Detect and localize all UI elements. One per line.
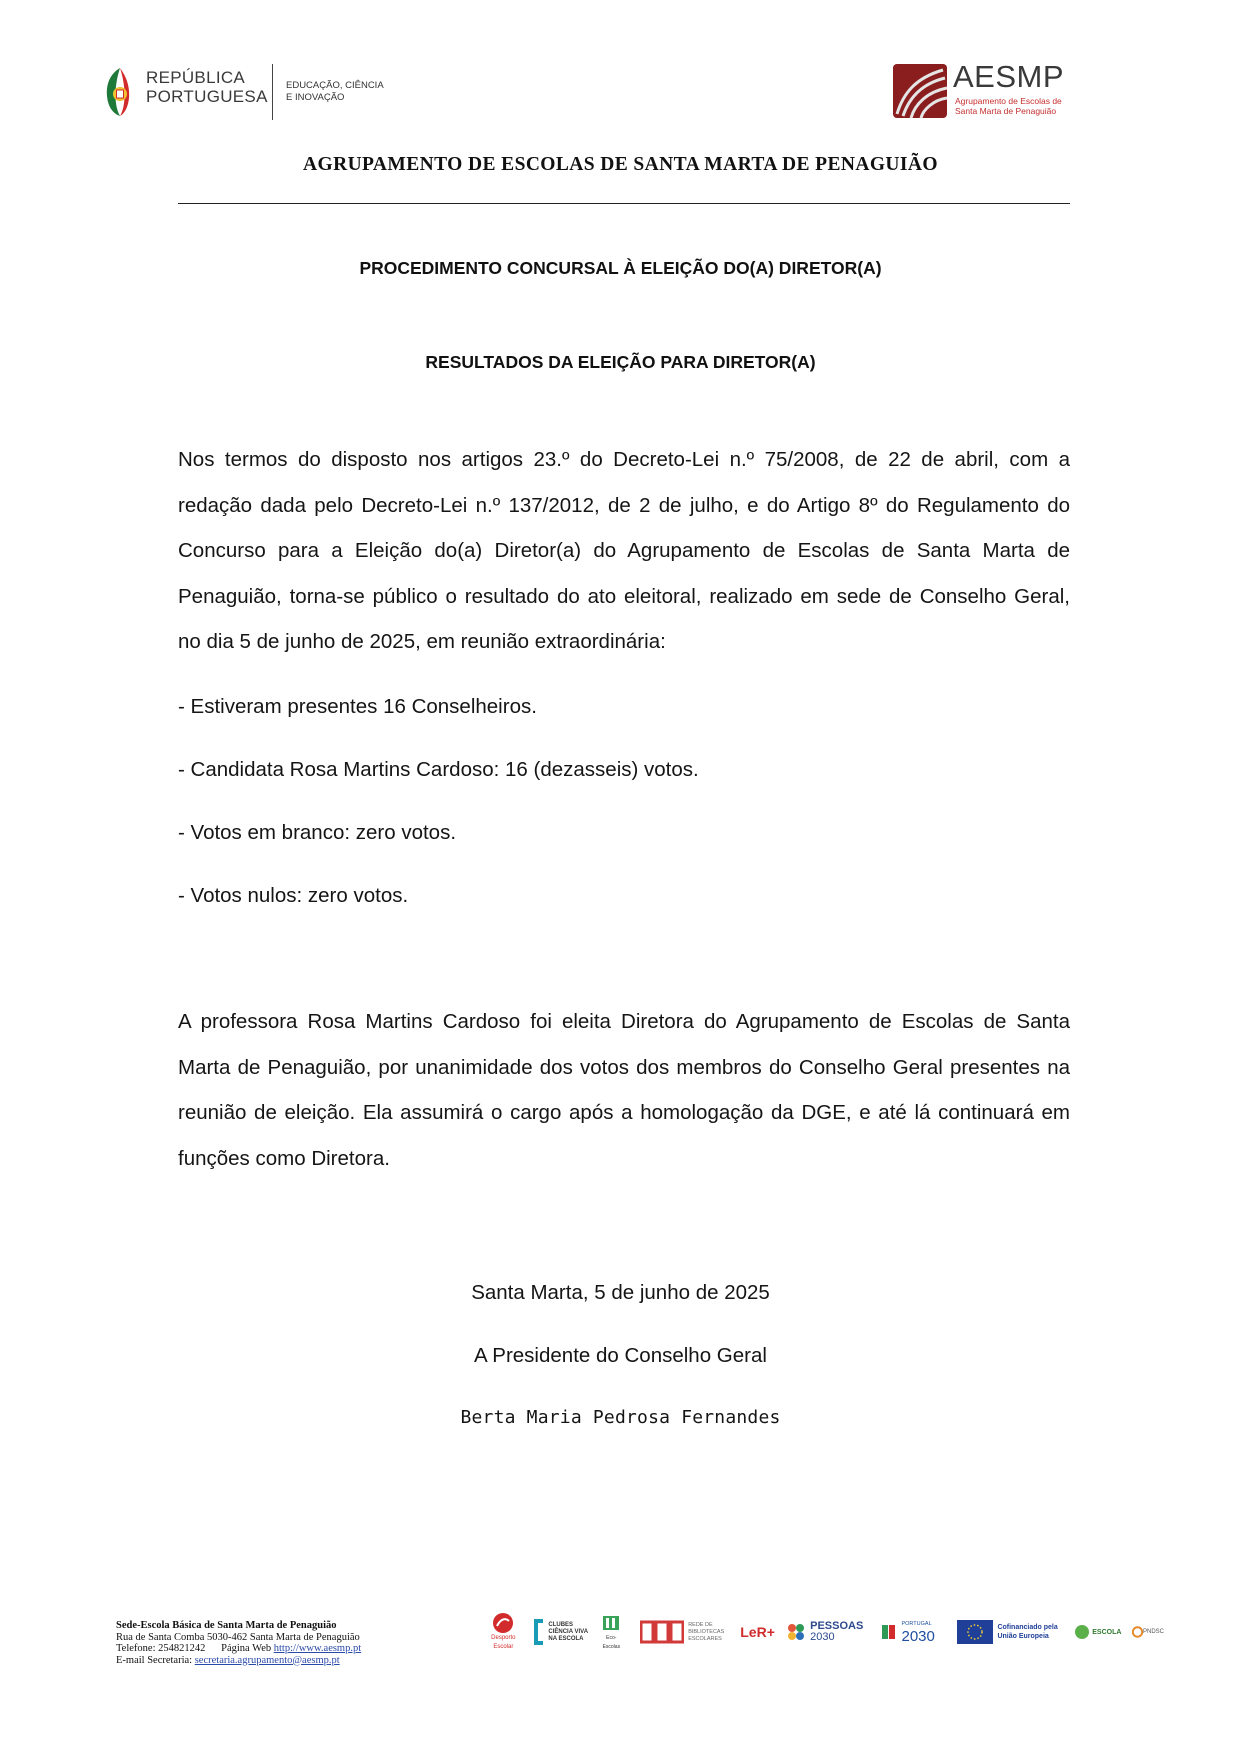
- footer-web-link[interactable]: http://www.aesmp.pt: [273, 1643, 362, 1654]
- aesmp-logo-sub-2: Santa Marta de Penaguião: [955, 106, 1057, 116]
- selo-escola-logo: ESCOLA: [1074, 1612, 1122, 1652]
- pndsc-icon: [1132, 1621, 1143, 1643]
- footer-email-label: E-mail Secretaria:: [116, 1654, 193, 1666]
- clubes-ciencia-viva-logo: CLUBES CIÊNCIA VIVA NA ESCOLA: [533, 1612, 589, 1652]
- document-heading: PROCEDIMENTO CONCURSAL À ELEIÇÃO DO(A) DIRETOR(A): [359, 258, 882, 278]
- result-item: - Candidata Rosa Martins Cardoso: 16 (dezasseis) votos.: [178, 758, 699, 781]
- signer-role: A Presidente do Conselho Geral: [474, 1344, 767, 1367]
- gov-logo-line-1: REPÚBLICA: [146, 68, 246, 87]
- footer-phone: Telefone: 254821242: [116, 1643, 206, 1654]
- result-item: - Estiveram presentes 16 Conselheiros.: [178, 695, 537, 718]
- rbe-icon: [640, 1620, 684, 1644]
- pessoas-2030-logo: PESSOAS 2030: [785, 1612, 864, 1652]
- pndsc-logo: PNDSC: [1132, 1612, 1164, 1652]
- portugal-2030-icon: [880, 1621, 898, 1643]
- republica-portuguesa-logo: [104, 62, 394, 124]
- pessoas-2030-icon: [785, 1621, 807, 1643]
- gov-logo-line-2: PORTUGUESA: [146, 87, 268, 106]
- footer-address: Rua de Santa Comba 5030-462 Santa Marta de Penaguião: [116, 1631, 360, 1643]
- cofinanciado-ue-logo: Cofinanciado pela União Europeia: [952, 1612, 1064, 1652]
- footer-seat: Sede-Escola Básica de Santa Marta de Penaguião: [116, 1620, 337, 1631]
- desporto-escolar-logo: Desporto Escolar: [484, 1612, 523, 1652]
- eco-escolas-logo: Eco-Escolas: [599, 1612, 624, 1652]
- portugal-2030-logo: PORTUGAL 2030: [874, 1612, 942, 1652]
- ministry-line-1: EDUCAÇÃO, CIÊNCIA: [286, 80, 384, 91]
- signer-name: Berta Maria Pedrosa Fernandes: [460, 1407, 781, 1428]
- organization-title: AGRUPAMENTO DE ESCOLAS DE SANTA MARTA DE PENAGUIÃO: [303, 154, 938, 175]
- aesmp-emblem-icon: [893, 64, 947, 118]
- portugal-shield-icon: [104, 66, 136, 118]
- result-item: - Votos nulos: zero votos.: [178, 884, 409, 907]
- rede-bibliotecas-escolares-logo: REDE DE BIBLIOTECAS ESCOLARES: [634, 1612, 731, 1652]
- partner-logos: [484, 1610, 1164, 1654]
- result-item: - Votos em branco: zero votos.: [178, 821, 457, 844]
- ler-mais-logo: LeR+: [740, 1623, 775, 1640]
- footer-web-label: Página Web: [221, 1643, 272, 1654]
- aesmp-logo-sub-1: Agrupamento de Escolas de: [955, 96, 1062, 106]
- title-underline: [178, 203, 1070, 204]
- desporto-escolar-icon: [492, 1612, 514, 1634]
- footer-email-link[interactable]: secretaria.agrupamento@aesmp.pt: [194, 1654, 340, 1666]
- ministry-line-2: E INOVAÇÃO: [286, 92, 345, 103]
- place-and-date: Santa Marta, 5 de junho de 2025: [471, 1281, 770, 1304]
- ciencia-viva-icon: [533, 1619, 545, 1645]
- selo-escola-icon: [1074, 1621, 1090, 1643]
- footer-address-block: [116, 1620, 446, 1666]
- aesmp-logo-name: AESMP: [953, 59, 1065, 94]
- document-subheading: RESULTADOS DA ELEIÇÃO PARA DIRETOR(A): [425, 352, 816, 372]
- eu-flag-icon: [957, 1620, 993, 1644]
- conclusion-paragraph: A professora Rosa Martins Cardoso foi eleita Diretora do Agrupamento de Escolas de Santa Marta de Penaguião, por unanimidade dos votos dos membros do Conselho Geral presentes na reunião de eleição. Ela assumirá o cargo após a homologação da DGE, e até lá continuará em funções como Diretora.: [178, 1010, 1070, 1170]
- gov-logo-divider: [272, 64, 273, 120]
- intro-paragraph: Nos termos do disposto nos artigos 23.º do Decreto-Lei n.º 75/2008, de 22 de abril, com a redação dada pelo Decreto-Lei n.º 137/2012, de 2 de julho, e do Artigo 8º do Regulamento do Concurso para a Eleição do(a) Diretor(a) do Agrupamento de Escolas de Santa Marta de Penaguião, torna-se público o resultado do ato eleitoral, realizado em sede de Conselho Geral, no dia 5 de junho de 2025, em reunião extraordinária:: [178, 448, 1070, 653]
- aesmp-logo: [893, 60, 1093, 122]
- eco-escolas-flag-icon: [601, 1612, 621, 1634]
